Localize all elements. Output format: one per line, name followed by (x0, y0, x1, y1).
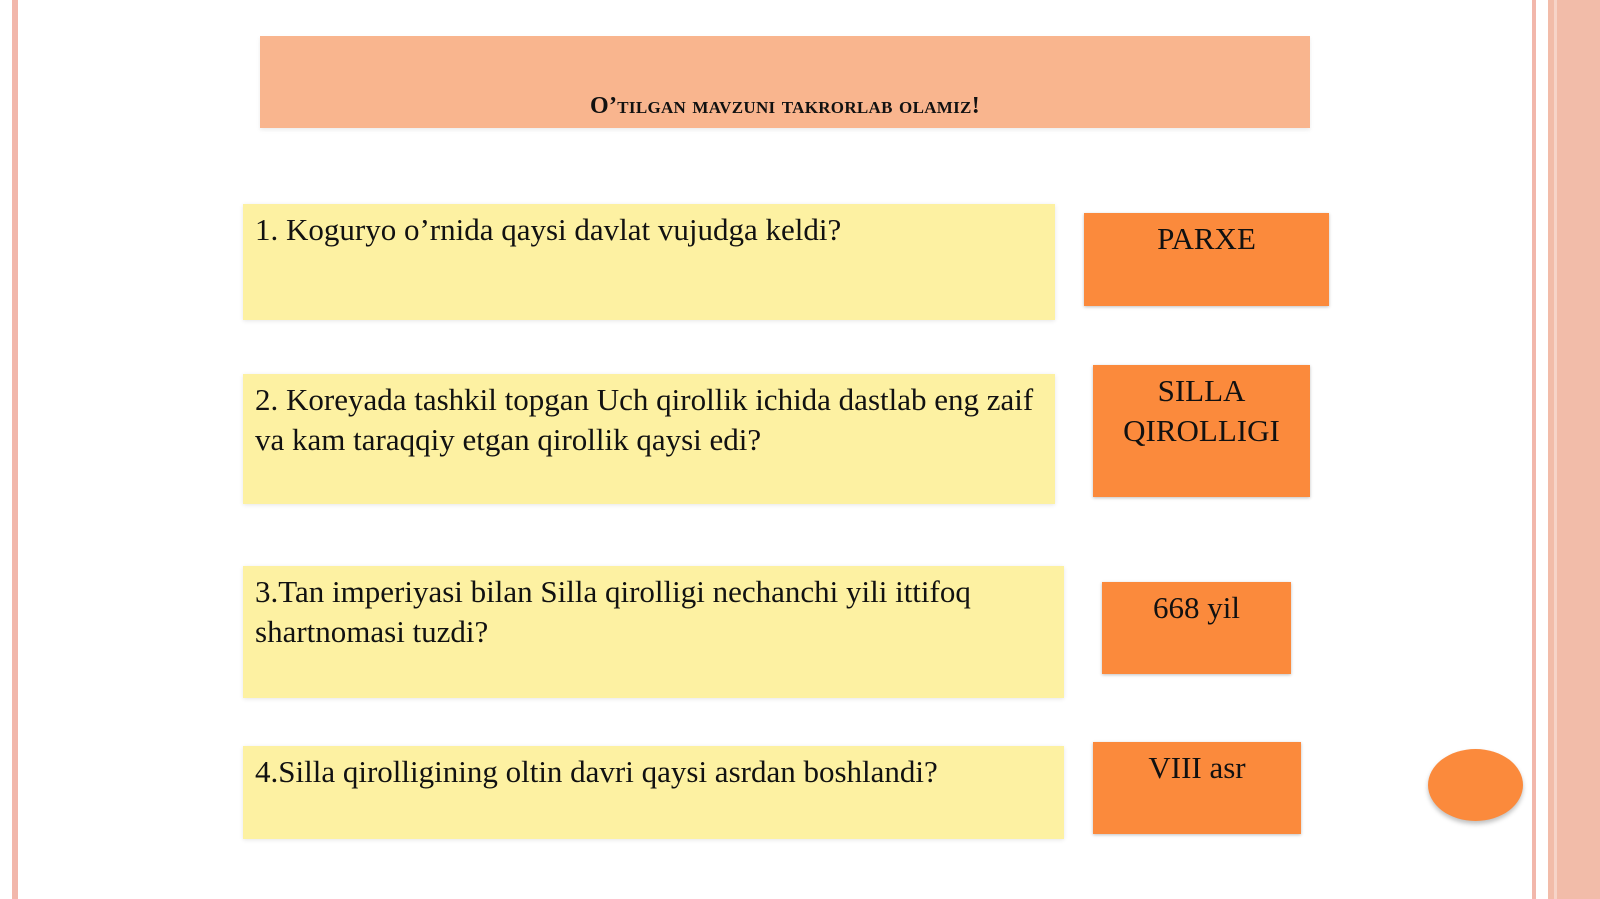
answer-text-3: 668 yil (1153, 590, 1240, 625)
question-box-2 (243, 374, 1055, 504)
title-banner (260, 36, 1310, 128)
slide-right-border-band (1548, 0, 1600, 899)
next-slide-circle-button[interactable] (1428, 749, 1523, 821)
question-text-2: 2. Koreyada tashkil topgan Uch qirollik ichida dastlab eng zaif va kam taraqqiy etgan qirollik qaysi edi? (255, 382, 1034, 457)
slide-right-border-line (1532, 0, 1536, 899)
slide-title: O’tilgan mavzuni takrorlab olamiz! (590, 93, 980, 119)
answer-text-2: SILLA QIROLLIGI (1123, 373, 1280, 448)
question-text-4: 4.Silla qirolligining oltin davri qaysi asrdan boshlandi? (255, 754, 938, 789)
question-box-1 (243, 204, 1055, 320)
question-box-3 (243, 566, 1064, 698)
slide-left-border (12, 0, 18, 899)
answer-text-1: PARXE (1157, 221, 1256, 256)
question-box-4 (243, 746, 1064, 839)
question-text-1: 1. Koguryo o’rnida qaysi davlat vujudga keldi? (255, 212, 842, 247)
question-text-3: 3.Tan imperiyasi bilan Silla qirolligi nechanchi yili ittifoq shartnomasi tuzdi? (255, 574, 971, 649)
answer-box-4[interactable] (1093, 742, 1301, 834)
answer-box-1[interactable] (1084, 213, 1329, 306)
answer-box-3[interactable] (1102, 582, 1291, 674)
answer-box-2[interactable] (1093, 365, 1310, 497)
answer-text-4: VIII asr (1148, 750, 1246, 785)
